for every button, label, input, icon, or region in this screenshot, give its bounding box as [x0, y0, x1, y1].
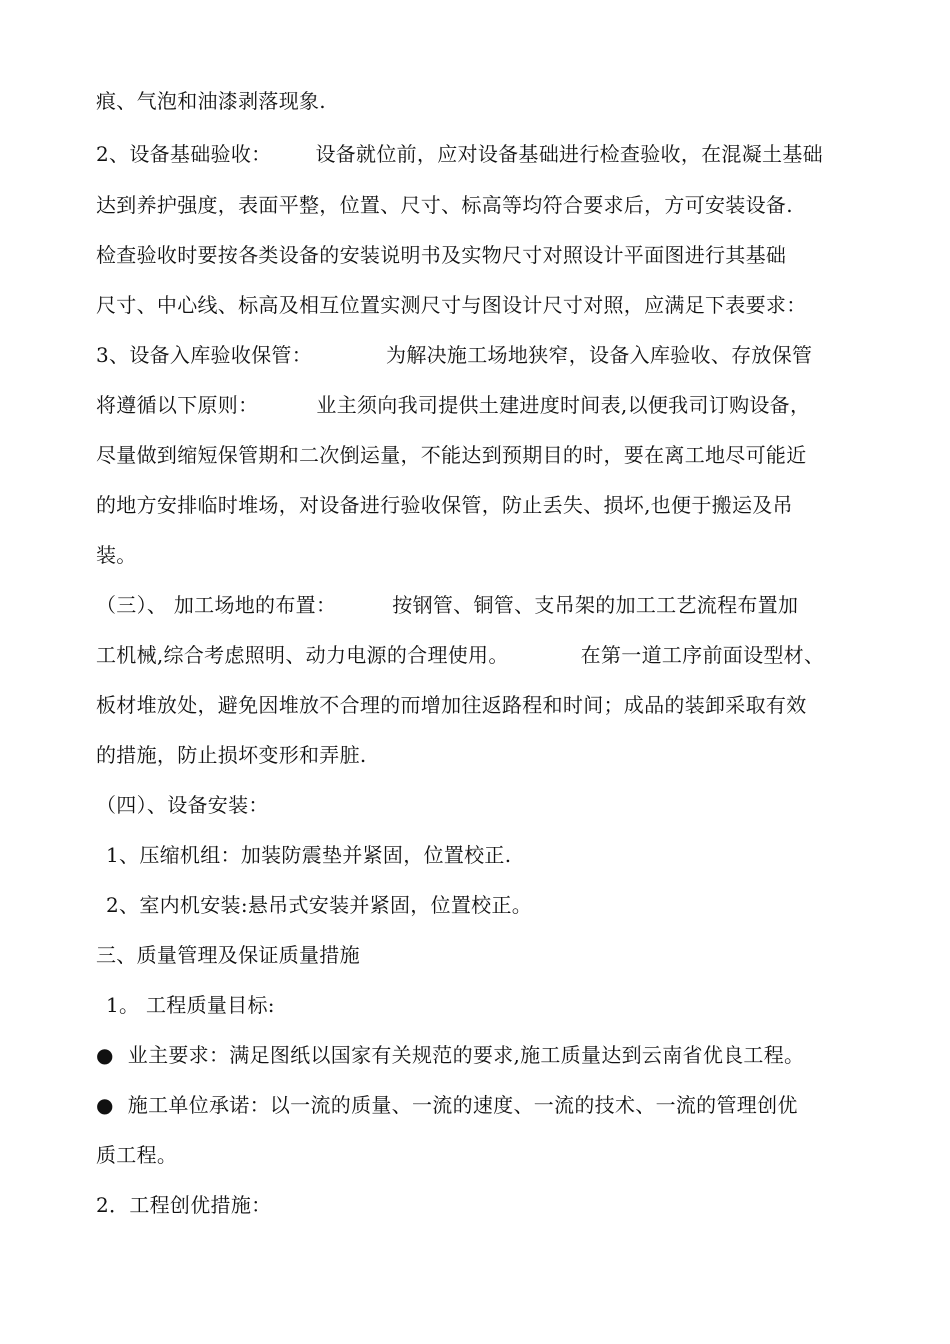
line-text: 业主须向我司提供土建进度时间表,以便我司订购设备，	[316, 393, 811, 417]
line-text: 为解决施工场地狭窄，设备入库验收、存放保管	[386, 343, 813, 367]
text-line-3	[96, 191, 876, 219]
text-line-1	[96, 87, 876, 115]
line-text: 在第一道工序前面设型材、	[580, 643, 825, 667]
line-text: 板材堆放处，避免因堆放不合理的而增加往返路程和时间；成品的装卸采取有效	[96, 693, 807, 717]
line-text: 尺寸、中心线、标高及相互位置实测尺寸与图设计尺寸对照，应满足下表要求：	[96, 293, 807, 317]
text-line-14	[96, 741, 876, 769]
text-line-9	[96, 491, 876, 519]
text-line-20	[96, 1041, 876, 1069]
text-line-21	[96, 1091, 876, 1119]
text-line-17	[106, 891, 886, 919]
text-line-11	[96, 591, 876, 619]
section-heading: （三）、 加工场地的布置：	[96, 593, 337, 617]
bullet-icon: ●	[96, 1043, 114, 1067]
list-item: 2、室内机安装:悬吊式安装并紧固，位置校正。	[106, 893, 533, 917]
sub-heading: 1。 工程质量目标:	[106, 993, 275, 1017]
text-line-6	[96, 341, 876, 369]
line-text: 设备就位前，应对设备基础进行检查验收，在混凝土基础	[315, 142, 823, 166]
sub-heading: 2．工程创优措施：	[96, 1193, 272, 1217]
bullet-icon: ●	[96, 1093, 114, 1117]
section-heading: 三、质量管理及保证质量措施	[96, 943, 360, 967]
text-line-16	[106, 841, 886, 869]
line-text: 将遵循以下原则：	[96, 393, 259, 417]
section-heading: 2、设备基础验收：	[96, 142, 272, 166]
line-text: 业主要求：满足图纸以国家有关规范的要求,施工质量达到云南省优良工程。	[127, 1043, 805, 1067]
line-text: 的措施，防止损坏变形和弄脏.	[96, 743, 367, 767]
line-text: 施工单位承诺：以一流的质量、一流的速度、一流的技术、一流的管理创优	[127, 1093, 798, 1117]
text-line-12	[96, 641, 876, 669]
text-line-5	[96, 291, 876, 319]
text-line-22	[96, 1141, 876, 1169]
line-text: 达到养护强度，表面平整，位置、尺寸、标高等均符合要求后，方可安装设备.	[96, 193, 793, 217]
text-line-10	[96, 541, 876, 569]
line-text: 检查验收时要按各类设备的安装说明书及实物尺寸对照设计平面图进行其基础	[96, 243, 787, 267]
line-text: 装。	[96, 543, 137, 567]
line-text: 痕、气泡和油漆剥落现象.	[96, 89, 326, 113]
line-text: 尽量做到缩短保管期和二次倒运量，不能达到预期目的时，要在离工地尽可能近	[96, 443, 807, 467]
line-text: 质工程。	[96, 1143, 178, 1167]
text-line-23	[96, 1191, 876, 1219]
section-heading: 3、设备入库验收保管：	[96, 343, 313, 367]
text-line-18	[96, 941, 876, 969]
text-line-15	[96, 791, 876, 819]
text-line-19	[106, 991, 886, 1019]
text-line-13	[96, 691, 876, 719]
line-text: 的地方安排临时堆场，对设备进行验收保管，防止丢失、损坏,也便于搬运及吊	[96, 493, 793, 517]
text-line-4	[96, 241, 876, 269]
text-line-2	[96, 140, 876, 168]
text-line-8	[96, 441, 876, 469]
text-line-7	[96, 391, 876, 419]
line-text: 工机械,综合考虑照明、动力电源的合理使用。	[96, 643, 509, 667]
line-text: 按钢管、铜管、支吊架的加工工艺流程布置加	[392, 593, 799, 617]
section-heading: （四）、设备安装：	[96, 793, 269, 817]
list-item: 1、压缩机组：加装防震垫并紧固，位置校正.	[106, 843, 512, 867]
